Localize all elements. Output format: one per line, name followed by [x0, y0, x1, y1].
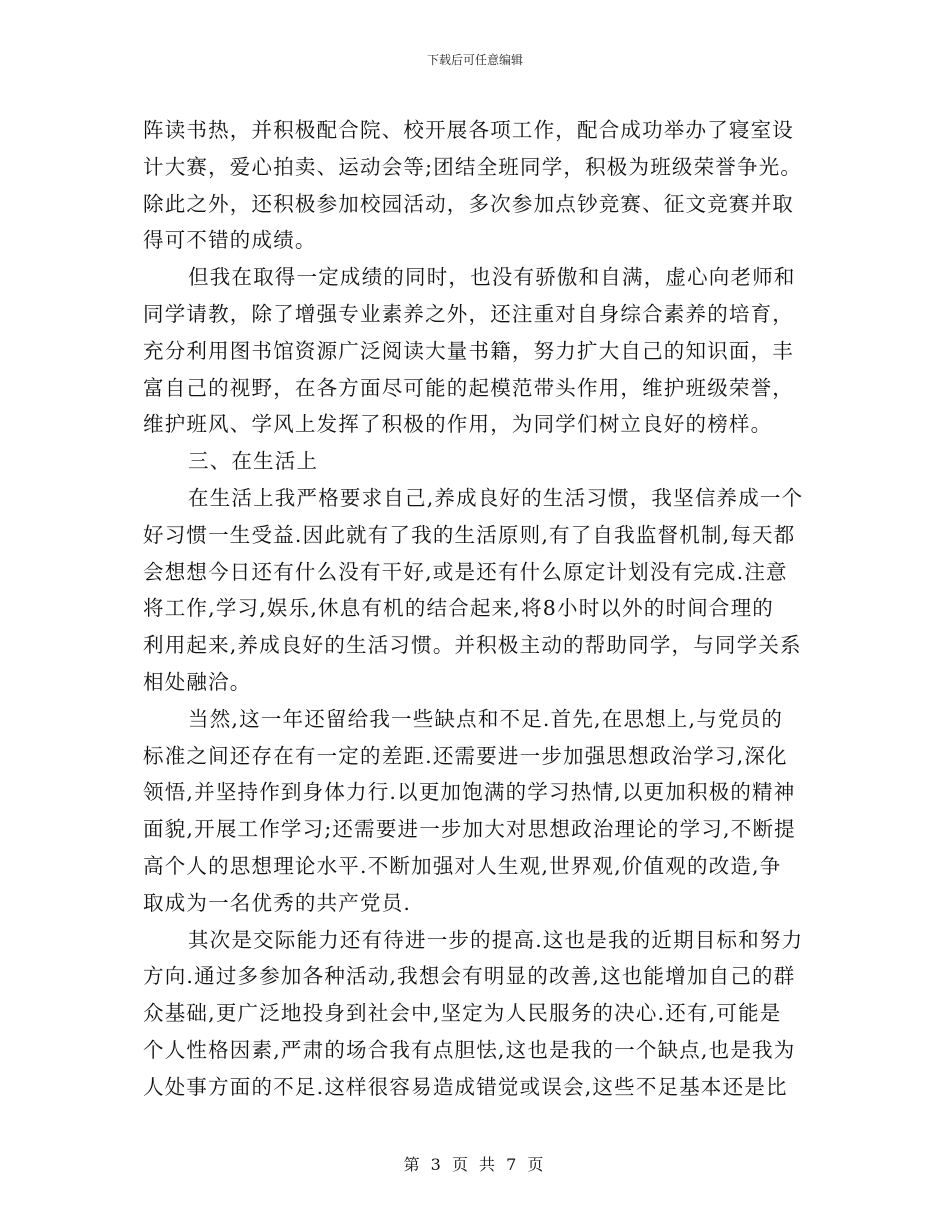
paragraph — [143, 701, 811, 922]
text-line: 取成为一名优秀的共产党员. — [143, 890, 412, 915]
text-line: 阵读书热，并积极配合院、校开展各项工作，配合成功举办了寝室设 — [143, 118, 794, 142]
text-line: 人处事方面的不足.这样很容易造成错觉或误会,这些不足基本还是比 — [143, 1074, 788, 1099]
text-line: 会想想今日还有什么没有干好,或是还有什么原定计划没有完成.注意 — [143, 559, 788, 584]
text-line: 个人性格因素,严肃的场合我有点胆怯,这也是我的一个缺点,也是我为 — [143, 1037, 796, 1062]
text-line: 富自己的视野，在各方面尽可能的起模范带头作用，维护班级荣誉， — [143, 375, 794, 400]
paragraph — [143, 259, 811, 443]
text-line: 方向.通过多参加各种活动,我想会有明显的改善,这也能增加自己的群 — [143, 964, 796, 989]
page-number-footer: 第 3 页 共 7 页 — [403, 1155, 547, 1174]
text-line: 其次是交际能力还有待进一步的提高.这也是我的近期目标和努力 — [188, 927, 804, 952]
text-line: 相处融洽。 — [143, 669, 252, 694]
paragraph — [143, 112, 811, 259]
text-line: 众基础,更广泛地投身到社会中,坚定为人民服务的决心.还有,可能是 — [143, 1001, 782, 1026]
paragraph — [143, 922, 811, 1106]
section-heading — [143, 443, 811, 480]
text-line: 在生活上我严格要求自己,养成良好的生活习惯，我坚信养成一个 — [188, 485, 804, 510]
heading-line: 三、在生活上 — [188, 449, 319, 474]
text-line: 将工作,学习,娱乐,休息有机的结合起来,将8小时以外的时间合理的 — [143, 596, 775, 621]
text-line: 标准之间还存在有一定的差距.还需要进一步加强思想政治学习,深化 — [143, 743, 788, 768]
text-line: 维护班风、学风上发挥了积极的作用，为同学们树立良好的榜样。 — [143, 412, 773, 437]
text-line: 得可不错的成绩。 — [143, 228, 317, 253]
text-line: 除此之外，还积极参加校园活动，多次参加点钞竞赛、征文竞赛并取 — [143, 191, 794, 216]
text-line: 同学请教，除了增强专业素养之外，还注重对自身综合素养的培育， — [143, 301, 794, 326]
text-line: 计大赛，爱心拍卖、运动会等;团结全班同学，积极为班级荣誉争光。 — [143, 154, 803, 179]
text-line: 高个人的思想理论水平.不断加强对人生观,世界观,价值观的改造,争 — [143, 853, 782, 878]
text-line: 领悟,并坚持作到身体力行.以更加饱满的学习热情,以更加积极的精神 — [143, 780, 796, 805]
text-line: 利用起来,养成良好的生活习惯。并积极主动的帮助同学，与同学关系 — [143, 633, 802, 658]
text-line: 充分利用图书馆资源广泛阅读大量书籍，努力扩大自己的知识面，丰 — [143, 338, 794, 363]
text-line: 面貌,开展工作学习;还需要进一步加大对思想政治理论的学习,不断提 — [143, 817, 796, 842]
page-header: 下载后可任意编辑 — [426, 53, 523, 67]
text-line: 好习惯一生受益.因此就有了我的生活原则,有了自我监督机制,每天都 — [143, 522, 796, 547]
document-body — [143, 112, 811, 1106]
text-line: 当然,这一年还留给我一些缺点和不足.首先,在思想上,与党员的 — [188, 706, 784, 731]
paragraph — [143, 480, 811, 701]
text-line: 但我在取得一定成绩的同时，也没有骄傲和自满，虚心向老师和 — [188, 265, 796, 290]
